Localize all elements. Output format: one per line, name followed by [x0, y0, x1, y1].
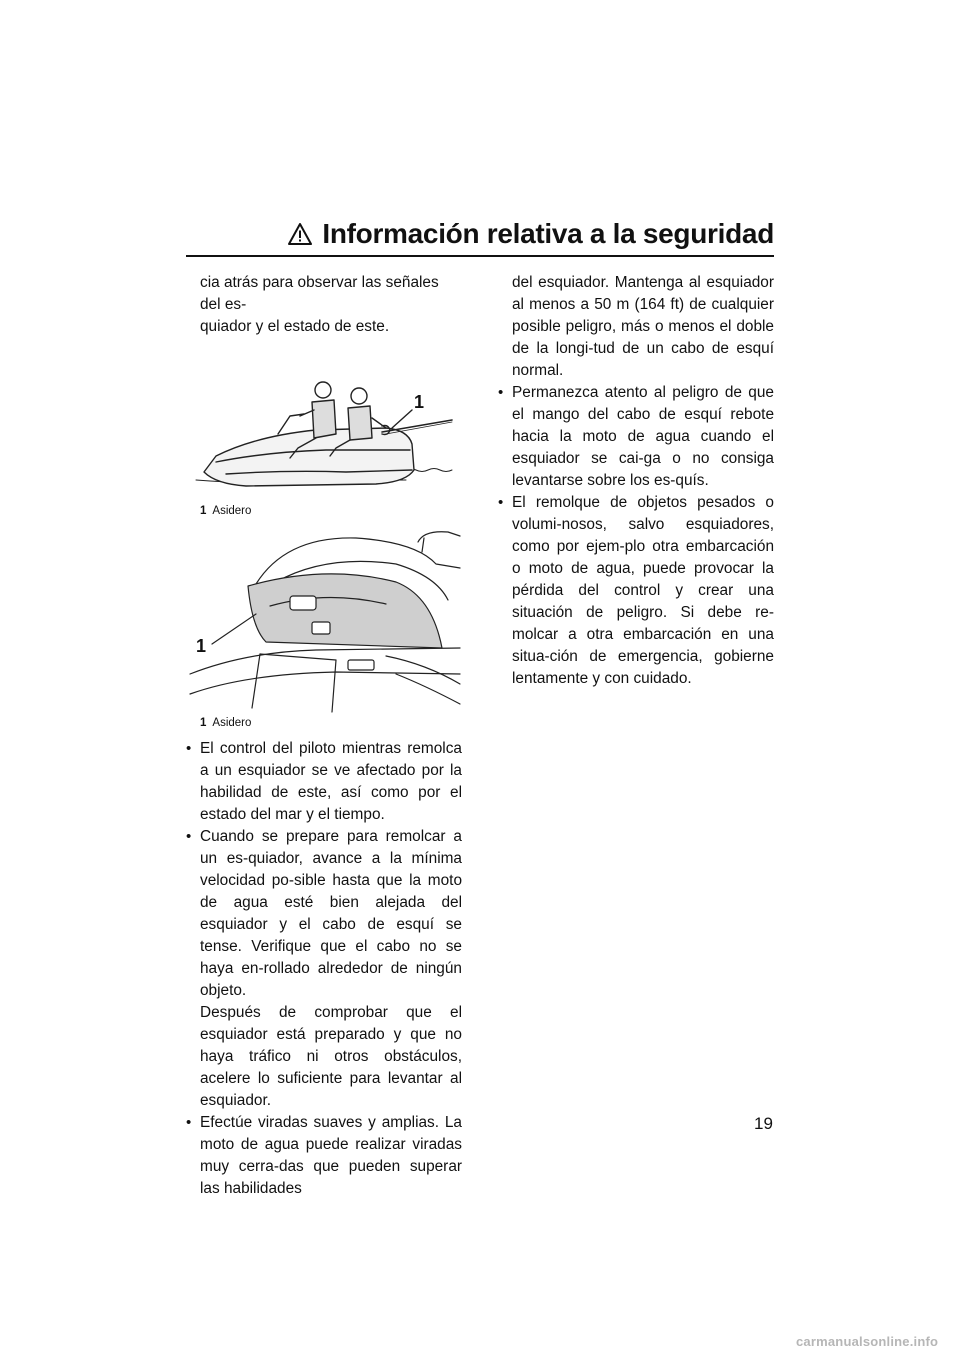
- right-column: [498, 272, 774, 690]
- bullet-item: • Permanezca atento al peligro de que el mango del cabo de esquí rebote hacia la moto de agua cuando el esquiador se cai-ga o no consiga levantarse sobre los es-quís.: [498, 382, 774, 492]
- page-title: Información relativa a la seguridad: [322, 218, 774, 249]
- figure1-caption: [200, 504, 462, 518]
- figure-rear-grab-handle: [186, 524, 462, 714]
- header-rule: [186, 255, 774, 257]
- site-watermark: carmanualsonline.info: [796, 1334, 939, 1349]
- figure2-caption-text: Asidero: [212, 717, 252, 729]
- intro-line-1: cia atrás para observar las señales del es-: [200, 274, 439, 313]
- figure1-caption-number: 1: [200, 505, 207, 517]
- page-header: [186, 218, 774, 250]
- bullet-item: • El remolque de objetos pesados o volumi-nosos, salvo esquiadores, como por ejem-plo otra embarcación o moto de agua, puede provocar la pérdida del control y crear una situación de peligro. Si debe re-molcar a otra embarcación en una situa-ción de emergencia, gobierne lentamente y con cuidado.: [498, 492, 774, 690]
- bullet-continuation: Después de comprobar que el esquiador está preparado y que no haya tráfico ni otros obstáculos, acelere lo suficiente para levantar al esquiador.: [200, 1004, 462, 1109]
- warning-triangle-icon: [288, 222, 312, 246]
- page-number: 19: [754, 1114, 773, 1133]
- figure2-caption-number: 1: [200, 717, 207, 729]
- bullet-item: • Cuando se prepare para remolcar a un es-quiador, avance a la mínima velocidad po-sible hasta que la moto de agua esté bien alejada del esquiador y el cabo de esquí se tense. Verifique que el cabo no se haya en-rollado alrededor de ningún objeto.: [186, 826, 462, 1002]
- continuation-paragraph: del esquiador. Mantenga al esquiador al menos a 50 m (164 ft) de cualquier posible peligro, más o menos el doble de la longi-tud de un cabo de esquí normal.: [512, 274, 774, 379]
- figure1-callout: 1: [414, 392, 425, 412]
- intro-paragraph: [186, 272, 462, 338]
- figure-jetski-riders: [186, 352, 462, 502]
- figure2-callout: 1: [196, 636, 207, 656]
- bullet-item: • Efectúe viradas suaves y amplias. La moto de agua puede realizar viradas muy cerra-das que pueden superar las habilidades: [186, 1112, 462, 1200]
- bullet-item: • El control del piloto mientras remolca a un esquiador se ve afectado por la habilidad de este, así como por el estado del mar y el tiempo.: [186, 738, 462, 826]
- figure2-caption: [200, 716, 462, 730]
- figure1-caption-text: Asidero: [212, 505, 252, 517]
- left-column: [186, 272, 462, 1200]
- intro-line-2: quiador y el estado de este.: [200, 318, 390, 335]
